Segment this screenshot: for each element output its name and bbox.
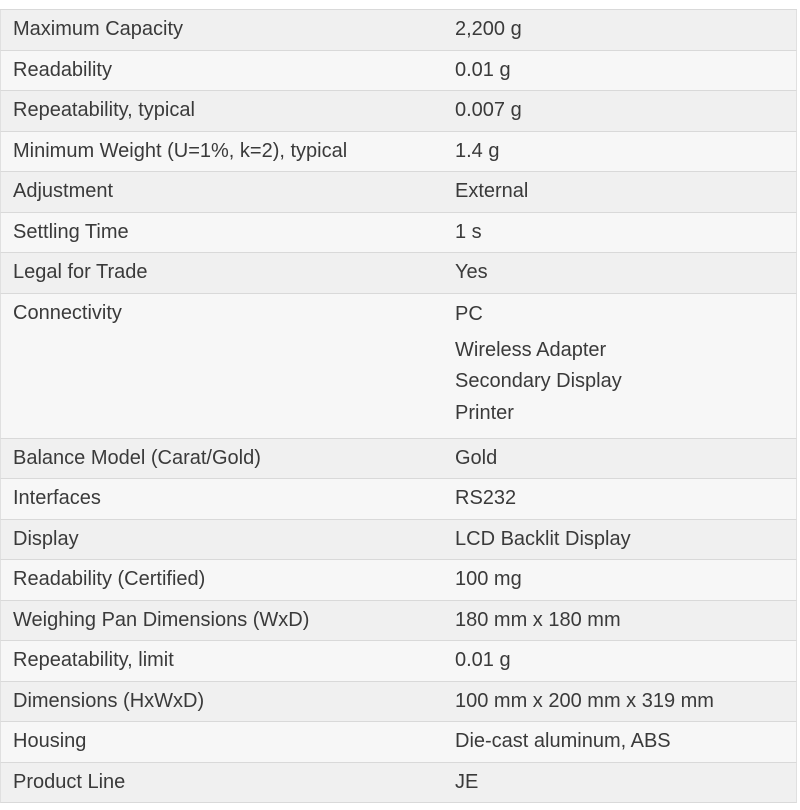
spec-value-item: Secondary Display [455,370,622,393]
spec-label: Dimensions (HxWxD) [13,689,205,712]
spec-value: Die-cast aluminum, ABS [455,730,671,753]
spec-label: Interfaces [13,487,101,510]
spec-label: Readability [13,58,112,81]
spec-value: JE [455,770,479,793]
spec-label: Settling Time [13,220,129,243]
spec-value: LCD Backlit Display [455,527,631,550]
spec-value: 2,200 g [455,18,522,40]
spec-label: Readability (Certified) [13,568,206,591]
spec-value: Yes [455,261,488,283]
spec-label: Legal for Trade [13,261,148,283]
spec-value: RS232 [455,487,517,510]
spec-row-product-line [0,763,797,804]
spec-label: Connectivity [13,301,122,324]
spec-row-legal-for-trade [0,253,797,294]
spec-row-balance-model [0,439,797,480]
spec-value-list [441,294,796,438]
spec-label: Balance Model (Carat/Gold) [13,446,261,469]
spec-row-repeatability-typical [0,91,797,132]
spec-label: Display [13,527,79,550]
spec-row-maximum-capacity [0,10,797,51]
spec-value: External [455,180,529,202]
spec-value: Gold [455,446,498,469]
spec-row-housing [0,722,797,763]
spec-value: 1 s [455,220,482,243]
spec-value: 100 mg [455,568,522,591]
spec-value: 100 mm x 200 mm x 319 mm [455,689,714,712]
spec-label: Repeatability, typical [13,99,195,121]
spec-row-readability [0,51,797,92]
spec-value-item: PC [455,302,483,325]
spec-row-interfaces [0,479,797,520]
spec-value: 0.01 g [455,58,511,81]
spec-row-minimum-weight [0,132,797,173]
spec-label: Adjustment [13,180,114,202]
spec-row-repeatability-limit [0,641,797,682]
spec-label: Minimum Weight (U=1%, k=2), typical [13,139,348,162]
spec-row-weighing-pan-dimensions [0,601,797,642]
spec-value-item: Printer [455,402,514,425]
spec-value: 180 mm x 180 mm [455,608,621,631]
spec-label: Housing [13,730,87,753]
spec-value-item: Wireless Adapter [455,338,607,361]
spec-value: 0.007 g [455,99,522,121]
spec-row-settling-time [0,213,797,254]
spec-row-dimensions [0,682,797,723]
spec-table [0,9,797,803]
spec-label: Repeatability, limit [13,649,174,672]
spec-row-display [0,520,797,561]
spec-label: Product Line [13,770,126,793]
spec-row-readability-certified [0,560,797,601]
spec-row-adjustment [0,172,797,213]
spec-row-connectivity [0,294,797,439]
spec-label: Weighing Pan Dimensions (WxD) [13,608,310,631]
spec-value: 1.4 g [455,139,500,162]
spec-label: Maximum Capacity [13,18,184,40]
spec-value: 0.01 g [455,649,511,672]
